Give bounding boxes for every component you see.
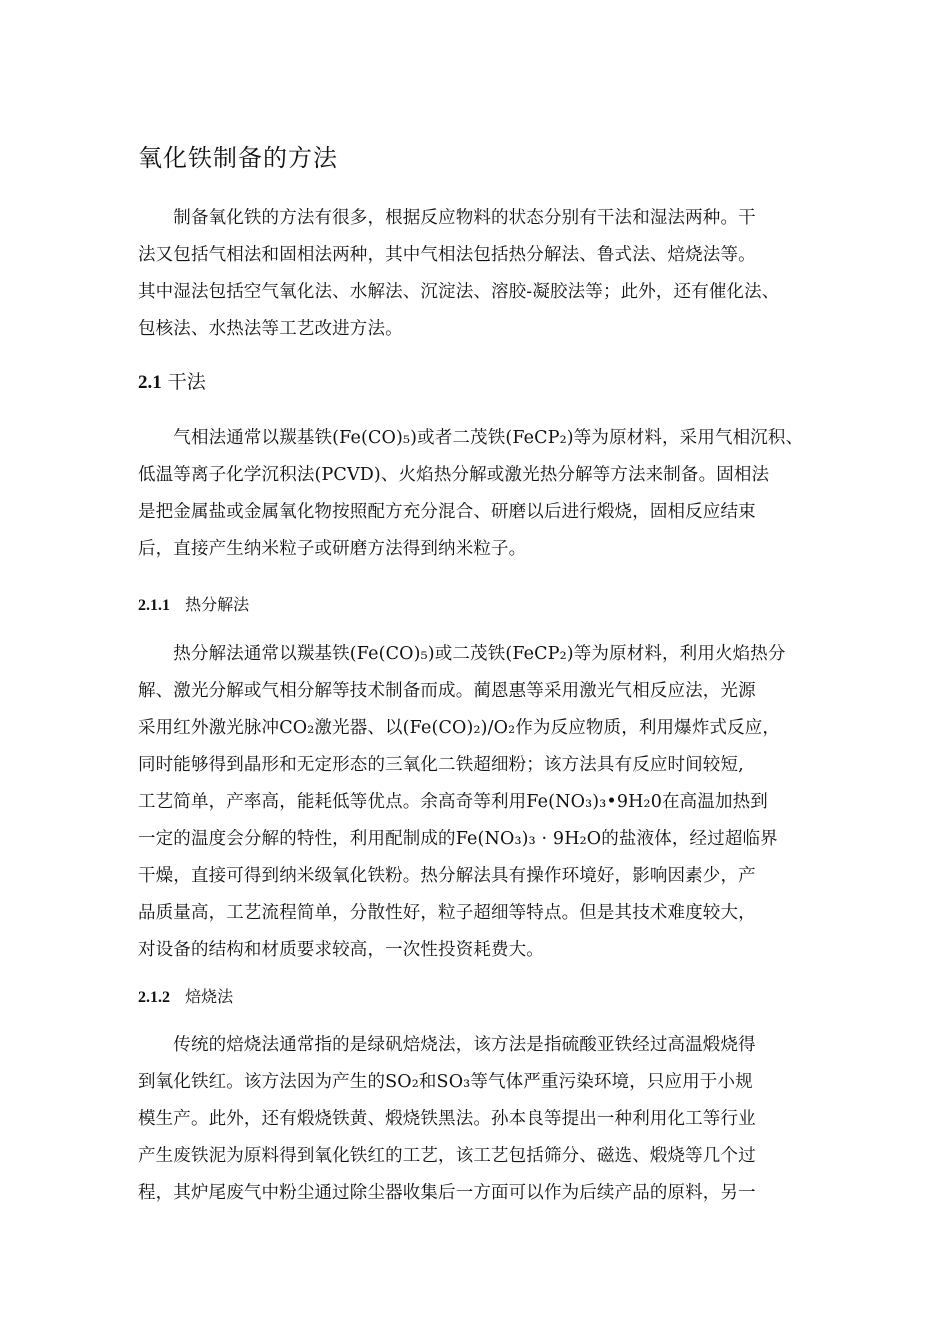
paragraph-line: 程，其炉尾废气中粉尘通过除尘器收集后一方面可以作为后续产品的原料，另一 xyxy=(138,1183,756,1203)
section-number: 2.1 xyxy=(138,372,162,393)
paragraph-line: 一定的温度会分解的特性，利用配制成的Fe(NO₃)₃ · 9H₂O的盐液体，经过超临界 xyxy=(138,829,778,849)
paragraph-line: 到氧化铁红。该方法因为产生的SO₂和SO₃等气体严重污染环境，只应用于小规 xyxy=(138,1072,753,1092)
section-heading-2-1-2 xyxy=(138,984,233,1007)
section-number: 2.1.2 xyxy=(138,989,170,1006)
section-number: 2.1.1 xyxy=(138,597,170,614)
paragraph-line: 解、激光分解或气相分解等技术制备而成。蔺恩惠等采用激光气相反应法，光源 xyxy=(138,681,756,701)
paragraph-line: 同时能够得到晶形和无定形态的三氧化二铁超细粉；该方法具有反应时间较短, xyxy=(138,755,744,775)
paragraph-line: 后，直接产生纳米粒子或研磨方法得到纳米粒子。 xyxy=(138,539,527,559)
section-title: 热分解法 xyxy=(185,595,250,614)
section-title: 干法 xyxy=(167,371,206,393)
section-2-1-2-paragraph xyxy=(138,1027,828,1212)
paragraph-line: 气相法通常以羰基铁(Fe(CO)₅)或者二茂铁(FeCP₂)等为原材料，采用气相沉积、 xyxy=(138,428,804,448)
paragraph-line: 产生废铁泥为原料得到氧化铁红的工艺，该工艺包括筛分、磁选、煅烧等几个过 xyxy=(138,1146,756,1166)
section-heading-2-1-1 xyxy=(138,592,249,615)
paragraph-line: 是把金属盐或金属氧化物按照配方充分混合、研磨以后进行煅烧，固相反应结束 xyxy=(138,502,756,522)
intro-line: 其中湿法包括空气氧化法、水解法、沉淀法、溶胶-凝胶法等；此外，还有催化法、 xyxy=(138,282,780,302)
page-title: 氧化铁制备的方法 xyxy=(138,144,338,172)
paragraph-line: 模生产。此外，还有煅烧铁黄、煅烧铁黑法。孙本良等提出一种利用化工等行业 xyxy=(138,1109,756,1129)
paragraph-line: 品质量高，工艺流程简单，分散性好，粒子超细等特点。但是其技术难度较大， xyxy=(138,903,756,923)
intro-line: 制备氧化铁的方法有很多，根据反应物料的状态分别有干法和湿法两种。干 xyxy=(138,208,756,228)
section-2-1-1-paragraph xyxy=(138,636,828,969)
paragraph-line: 采用红外激光脉冲CO₂激光器、以(Fe(CO)₂)/O₂作为反应物质，利用爆炸式反应， xyxy=(138,718,781,738)
section-2-1-paragraph xyxy=(138,420,828,568)
paragraph-line: 热分解法通常以羰基铁(Fe(CO)₅)或二茂铁(FeCP₂)等为原材料，利用火焰热分 xyxy=(138,644,786,664)
paragraph-line: 对设备的结构和材质要求较高，一次性投资耗费大。 xyxy=(138,940,544,960)
section-heading-2-1 xyxy=(138,367,206,394)
paragraph-line: 工艺简单，产率高，能耗低等优点。余高奇等利用Fe(NO₃)₃•9H₂0在高温加热到 xyxy=(138,792,768,812)
paragraph-line: 低温等离子化学沉积法(PCVD)、火焰热分解或激光热分解等方法来制备。固相法 xyxy=(138,465,770,485)
paragraph-line: 传统的焙烧法通常指的是绿矾焙烧法，该方法是指硫酸亚铁经过高温煅烧得 xyxy=(138,1035,756,1055)
intro-line: 法又包括气相法和固相法两种，其中气相法包括热分解法、鲁式法、焙烧法等。 xyxy=(138,245,756,265)
intro-paragraph xyxy=(138,200,828,348)
intro-line: 包核法、水热法等工艺改进方法。 xyxy=(138,319,403,339)
paragraph-line: 干燥，直接可得到纳米级氧化铁粉。热分解法具有操作环境好，影响因素少，产 xyxy=(138,866,756,886)
section-title: 焙烧法 xyxy=(185,987,234,1006)
